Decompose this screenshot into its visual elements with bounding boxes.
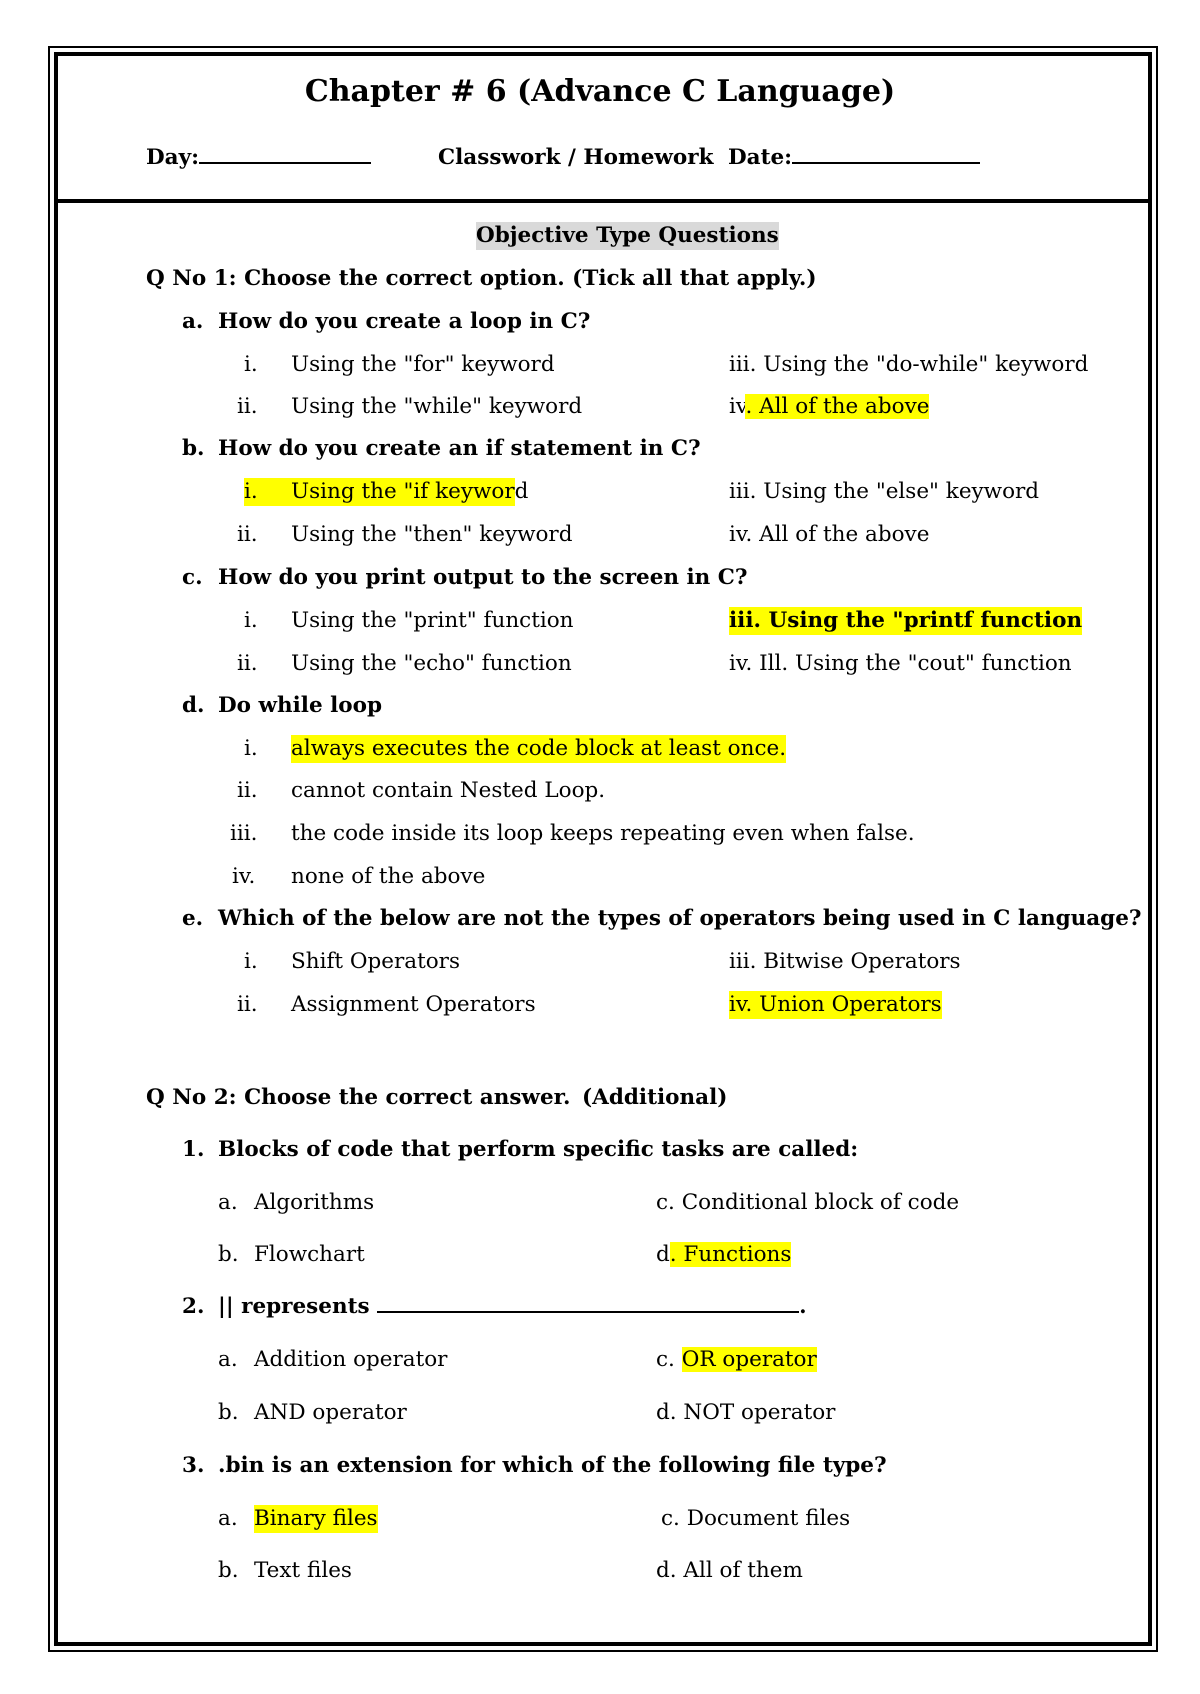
date-blank xyxy=(792,162,980,164)
date-label: Date: xyxy=(728,145,793,170)
q2-tag: (Additional) xyxy=(582,1085,728,1110)
q1b-opt2-num: ii. xyxy=(237,522,258,547)
q1c-opt3-answer: iii. Using the "printf function xyxy=(729,608,1083,633)
q1e-opt4-answer: iv. Union Operators xyxy=(729,992,942,1017)
q1-heading: Q No 1: Choose the correct option. (Tick all that apply.) xyxy=(146,266,817,291)
q1e-opt1-num: i. xyxy=(244,949,258,974)
q2-2-opt-b-num: b. xyxy=(218,1400,239,1425)
q1c-opt2: Using the "echo" function xyxy=(291,651,572,676)
worktype-label: Classwork / Homework xyxy=(438,145,714,170)
q1c-opt1: Using the "print" function xyxy=(291,608,574,633)
q2-3-opt-a-answer: Binary files xyxy=(254,1506,378,1531)
q2-1-opt-b-num: b. xyxy=(218,1242,239,1267)
q1a-opt4-answer: . All of the above xyxy=(745,394,930,419)
q1e-opt3: iii. Bitwise Operators xyxy=(729,949,961,974)
q2-2-opt-a: Addition operator xyxy=(254,1347,448,1372)
header-divider xyxy=(56,199,1150,203)
q1a-opt2: Using the "while" keyword xyxy=(291,394,583,419)
page-title: Chapter # 6 (Advance C Language) xyxy=(304,74,896,109)
q1e-opt1: Shift Operators xyxy=(291,949,460,974)
q1c-marker: c. xyxy=(182,565,203,590)
q2-3-opt-d: d. All of them xyxy=(656,1558,803,1583)
q2-3-opt-a-num: a. xyxy=(218,1506,238,1531)
q2-3-question: .bin is an extension for which of the following file type? xyxy=(218,1453,887,1478)
q1c-opt2-num: ii. xyxy=(237,651,258,676)
q1d-opt4-num: iv. xyxy=(232,864,256,889)
q1e-question: Which of the below are not the types of operators being used in C language? xyxy=(218,906,1142,931)
q2-2-question-line xyxy=(218,1293,807,1321)
q1d-opt3: the code inside its loop keeps repeating even when false. xyxy=(291,821,915,846)
q1b-opt3: iii. Using the "else" keyword xyxy=(729,479,1040,504)
q2-1-num: 1. xyxy=(182,1137,205,1162)
q1d-opt2-num: ii. xyxy=(237,778,258,803)
q1e-marker: e. xyxy=(182,906,204,931)
q1c-opt4: iv. Ill. Using the "cout" function xyxy=(729,651,1072,676)
q1a-opt4-num: iv xyxy=(729,394,746,419)
q2-1-opt-d xyxy=(656,1241,791,1269)
day-blank xyxy=(199,162,371,164)
q2-3-opt-b: Text files xyxy=(254,1558,352,1583)
q2-2-question: || represents xyxy=(218,1294,370,1319)
q2-1-opt-d-answer: . Functions xyxy=(669,1242,792,1267)
q1a-marker: a. xyxy=(182,309,204,334)
q2-2-opt-c xyxy=(656,1346,817,1374)
q1a-question: How do you create a loop in C? xyxy=(218,309,591,334)
q1b-opt1: Using the "if keyword xyxy=(291,479,529,504)
q1d-opt3-num: iii. xyxy=(230,821,258,846)
q1d-question: Do while loop xyxy=(218,693,382,718)
q2-3-num: 3. xyxy=(182,1453,205,1478)
q2-1-question: Blocks of code that perform specific tasks are called: xyxy=(218,1137,859,1162)
q2-1-opt-b: Flowchart xyxy=(254,1242,365,1267)
q1b-marker: b. xyxy=(182,436,205,461)
q1d-opt1-answer: always executes the code block at least once. xyxy=(291,736,787,761)
q1d-opt4: none of the above xyxy=(291,864,486,889)
q2-2-opt-c-answer: OR operator xyxy=(681,1347,817,1372)
day-field xyxy=(146,144,371,172)
q2-heading: Q No 2: Choose the correct answer. xyxy=(146,1085,571,1110)
q2-2-opt-c-num: c. xyxy=(656,1347,675,1372)
q1b-opt1-answer xyxy=(244,478,529,506)
q2-2-opt-d: d. NOT operator xyxy=(656,1400,836,1425)
q2-3-opt-b-num: b. xyxy=(218,1558,239,1583)
q2-1-opt-d-num: d xyxy=(656,1242,670,1267)
q2-1-opt-a-num: a. xyxy=(218,1190,238,1215)
q1b-opt4: iv. All of the above xyxy=(729,522,930,547)
q1d-opt1-num: i. xyxy=(244,736,258,761)
q1d-marker: d. xyxy=(182,693,205,718)
q1e-opt2-num: ii. xyxy=(237,992,258,1017)
q2-2-opt-a-num: a. xyxy=(218,1347,238,1372)
q1b-opt1-num: i. xyxy=(244,479,258,504)
q1c-question: How do you print output to the screen in C? xyxy=(218,565,748,590)
q2-2-blank xyxy=(377,1311,799,1313)
q2-2-question-end: . xyxy=(799,1294,807,1319)
date-field xyxy=(728,144,980,172)
q1d-opt2: cannot contain Nested Loop. xyxy=(291,778,606,803)
day-label: Day: xyxy=(146,145,200,170)
q1e-opt2: Assignment Operators xyxy=(291,992,536,1017)
q1a-opt2-num: ii. xyxy=(237,394,258,419)
q2-2-opt-b: AND operator xyxy=(254,1400,407,1425)
q1a-opt4 xyxy=(729,393,929,421)
q1c-opt1-num: i. xyxy=(244,608,258,633)
q2-2-num: 2. xyxy=(182,1294,205,1319)
q1a-opt1: Using the "for" keyword xyxy=(291,352,555,377)
q2-3-opt-c: c. Document files xyxy=(661,1506,851,1531)
section-title: Objective Type Questions xyxy=(476,223,779,248)
q2-1-opt-c: c. Conditional block of code xyxy=(656,1190,960,1215)
q1a-opt3: iii. Using the "do-while" keyword xyxy=(729,352,1089,377)
q2-1-opt-a: Algorithms xyxy=(254,1190,375,1215)
q1b-question: How do you create an if statement in C? xyxy=(218,436,701,461)
q1a-opt1-num: i. xyxy=(244,352,258,377)
q1b-opt2: Using the "then" keyword xyxy=(291,522,573,547)
